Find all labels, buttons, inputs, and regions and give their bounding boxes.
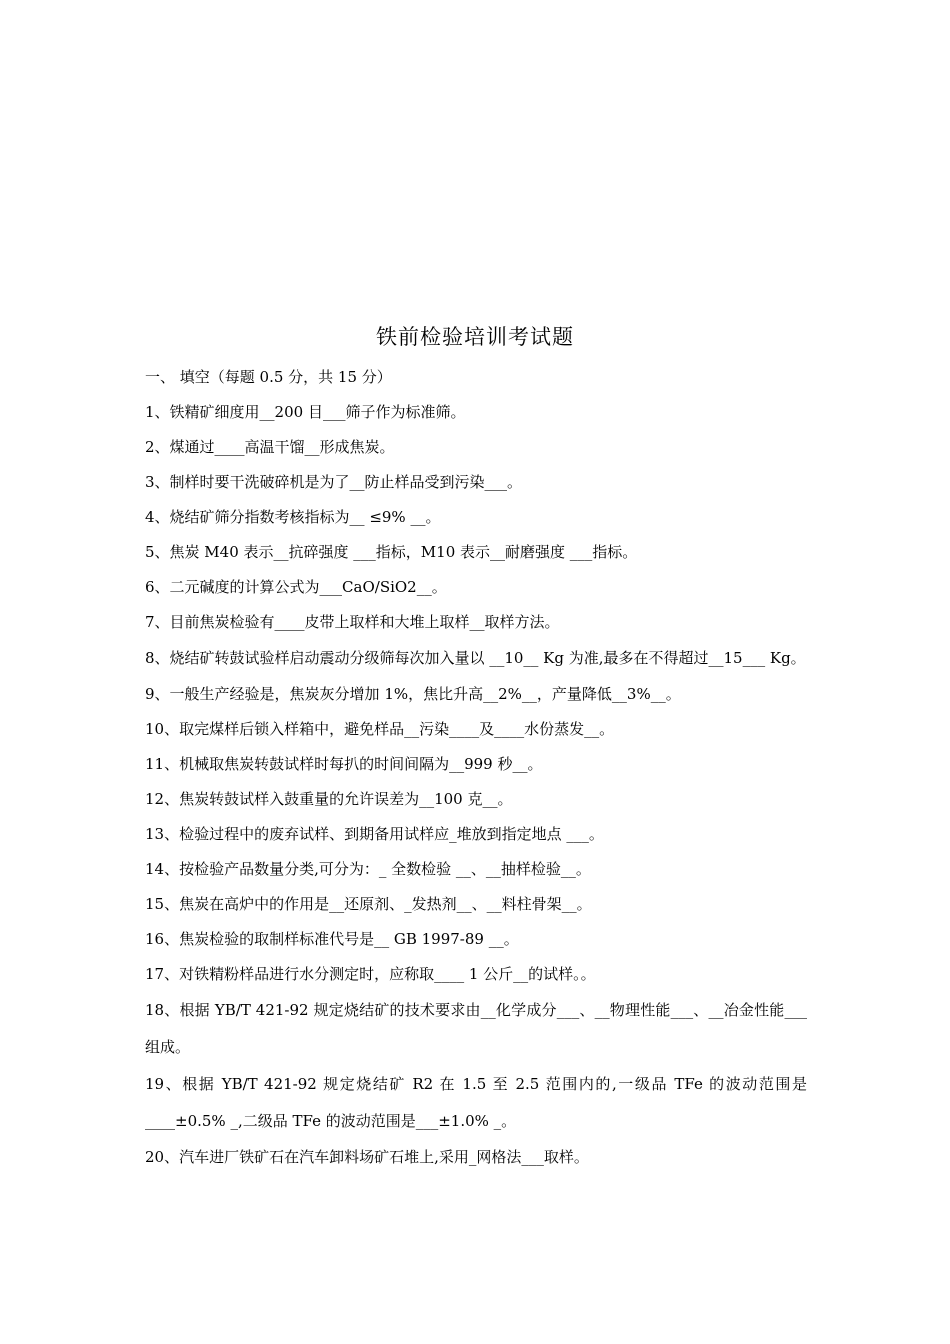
question-item: 16、焦炭检验的取制样标准代号是__ GB 1997-89 __。 xyxy=(145,930,519,948)
question-item: 2、煤通过____高温干馏__形成焦炭。 xyxy=(145,438,395,456)
question-item: 15、焦炭在高炉中的作用是__还原剂、_发热剂__、__料柱骨架__。 xyxy=(145,895,592,913)
question-item: 9、一般生产经验是，焦炭灰分增加 1%，焦比升高__2%__，产量降低__3%__。 xyxy=(145,685,681,703)
question-list xyxy=(145,360,807,1175)
question-item: 7、目前焦炭检验有____皮带上取样和大堆上取样__取样方法。 xyxy=(145,613,560,631)
document-title: 铁前检验培训考试题 xyxy=(376,325,574,349)
question-item: 17、对铁精粉样品进行水分测定时，应称取____ 1 公斤__的试样。。 xyxy=(145,965,596,983)
question-item: 13、检验过程中的废弃试样、到期备用试样应_堆放到指定地点 ___。 xyxy=(145,825,604,843)
question-item: 20、汽车进厂铁矿石在汽车卸料场矿石堆上,采用_网格法___取样。 xyxy=(145,1148,589,1166)
section-heading: 一、 填空（每题 0.5 分，共 15 分） xyxy=(145,368,392,386)
question-item: 5、焦炭 M40 表示__抗碎强度 ___指标，M10 表示__耐磨强度 ___指标。 xyxy=(145,543,638,561)
question-item: 12、焦炭转鼓试样入鼓重量的允许误差为__100 克__。 xyxy=(145,790,513,808)
question-item: 14、按检验产品数量分类,可分为：_ 全数检验 __、__抽样检验__。 xyxy=(145,860,591,878)
question-item: 8、烧结矿转鼓试验样启动震动分级筛每次加入量以 __10__ Kg 为准,最多在不得超过__15___ Kg。 xyxy=(145,649,806,667)
question-item: 11、机械取焦炭转鼓试样时每扒的时间间隔为__999 秒__。 xyxy=(145,755,543,773)
question-item: 10、取完煤样后锁入样箱中，避免样品__污染____及____水份蒸发__。 xyxy=(145,720,615,738)
question-item: 18、根据 YB/T 421-92 规定烧结矿的技术要求由__化学成分___、__物理性能___、__冶金性能___组成。 xyxy=(145,1001,807,1056)
question-item: 4、烧结矿筛分指数考核指标为__ ≤9% __。 xyxy=(145,508,441,526)
question-item: 6、二元碱度的计算公式为___CaO/SiO2__。 xyxy=(145,578,447,596)
question-item: 19、根据 YB/T 421-92 规定烧结矿 R2 在 1.5 至 2.5 范围内的,一级品 TFe 的波动范围是____±0.5% _,二级品 TFe 的波动范围是___±1.0% _。 xyxy=(145,1075,807,1130)
question-item: 3、制样时要干洗破碎机是为了__防止样品受到污染___。 xyxy=(145,473,523,491)
question-item: 1、铁精矿细度用__200 目___筛子作为标准筛。 xyxy=(145,403,466,421)
